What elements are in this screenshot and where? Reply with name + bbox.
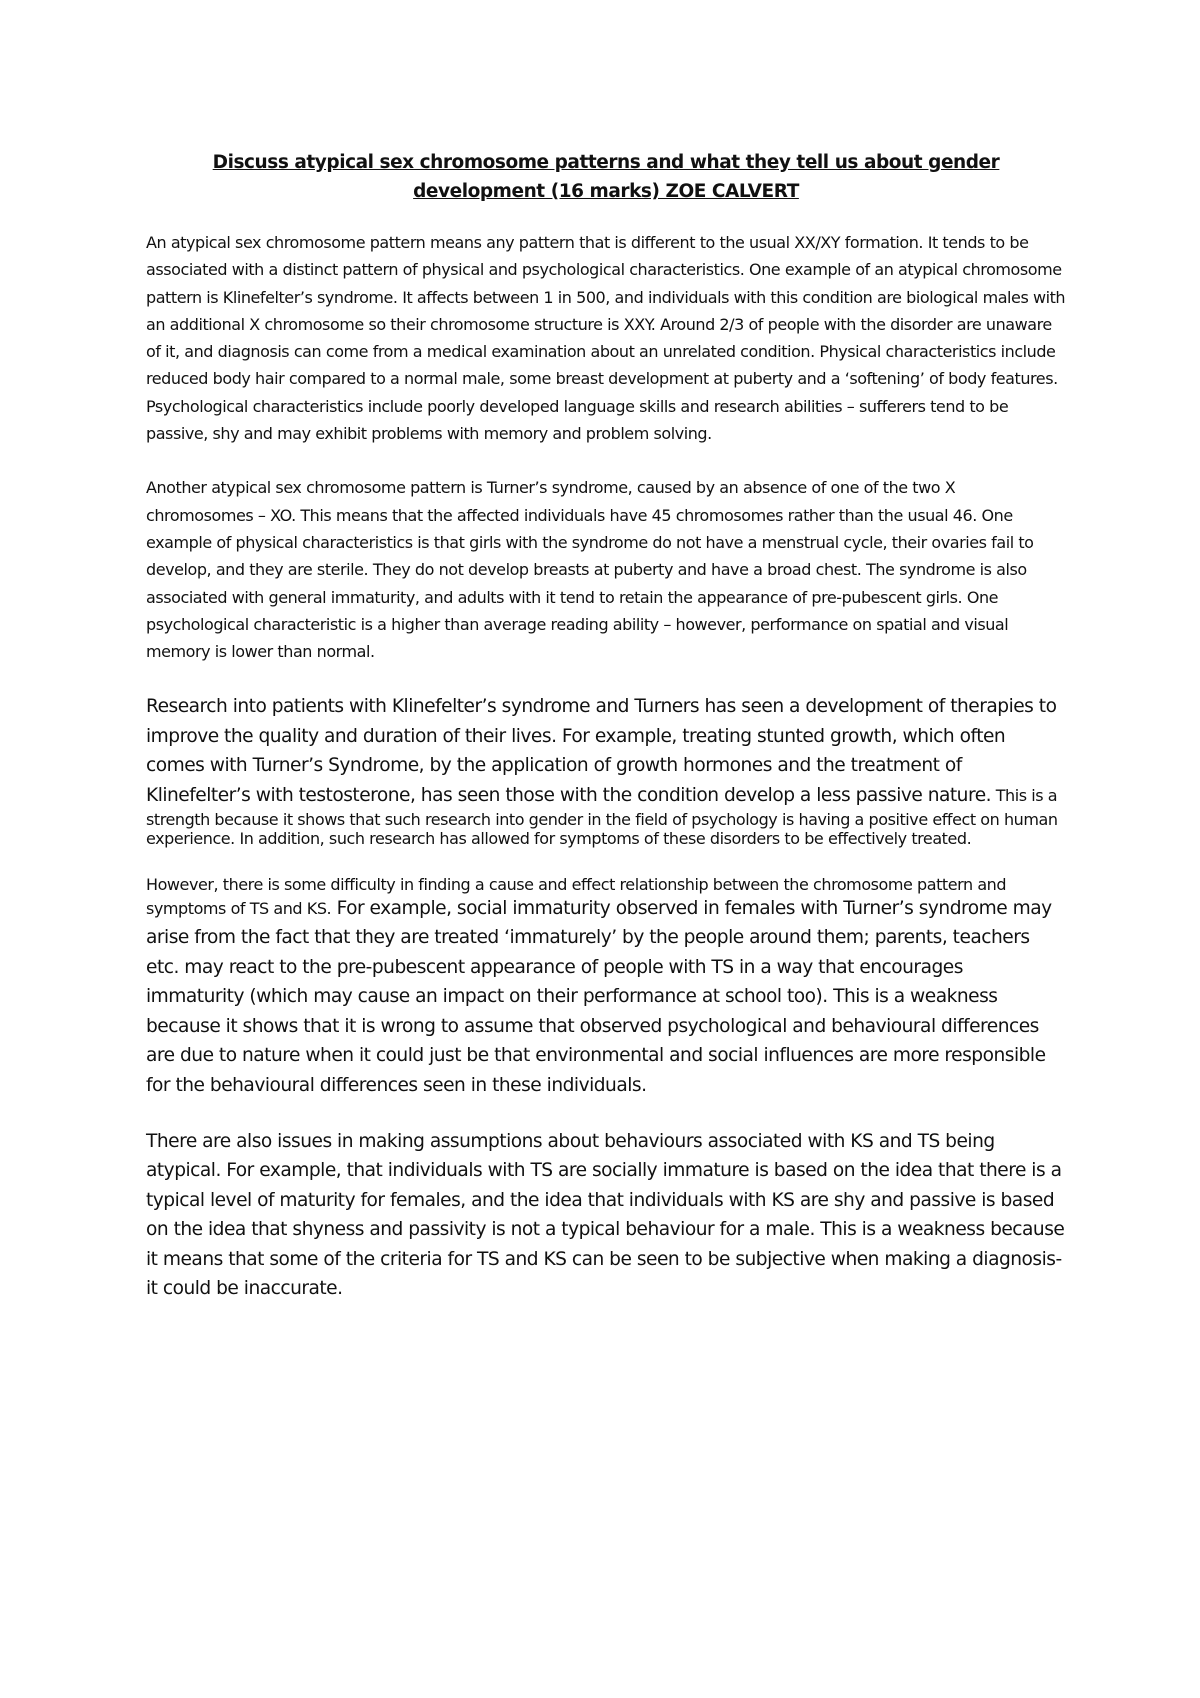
- paragraph-klinefelter: An atypical sex chromosome pattern means any pattern that is different to the usual XX/XY formation. It tends to be associated with a distinct pattern of physical and psychological characteristics. One example of an atypical chromosome pattern is Klinefelter’s syndrome. It affects between 1 in 500, and individuals with this condition are biological males with an additional X chromosome so their chromosome structure is XXY. Around 2/3 of people with the disorder are unaware of it, and diagnosis can come from a medical examination about an unrelated condition. Physical characteristics include reduced body hair compared to a normal male, some breast development at puberty and a ‘softening’ of body features. Psychological characteristics include poorly developed language skills and research abilities – sufferers tend to be passive, shy and may exhibit problems with memory and problem solving.: [146, 233, 1066, 444]
- paragraph-cause-effect-lead: However, there is some difficulty in finding a cause and effect relationship between the chromosome pattern and symptoms of TS and KS.: [146, 875, 1007, 919]
- document-page: [146, 148, 1066, 1303]
- paragraph-research-therapies: [146, 692, 1066, 848]
- paragraph-assumptions: There are also issues in making assumptions about behaviours associated with KS and TS being atypical. For example, that individuals with TS are socially immature is based on the idea that there is a typical level of maturity for females, and the idea that individuals with KS are shy and passive is based on the idea that shyness and passivity is not a typical behaviour for a male. This is a weakness because it means that some of the criteria for TS and KS can be seen to be subjective when making a diagnosis-it could be inaccurate.: [146, 1130, 1065, 1299]
- paragraph-research-therapies-tail: This is a strength because it shows that such research into gender in the field of psychology is having a positive effect on human experience. In addition, such research has allowed for symptoms of these disorders to be effectively treated.: [146, 785, 1058, 849]
- paragraph-cause-effect-tail: For example, social immaturity observed in females with Turner’s syndrome may arise from the fact that they are treated ‘immaturely’ by the people around them; parents, teachers etc. may react to the pre-pubescent appearance of people with TS in a way that encourages immaturity (which may cause an impact on their performance at school too). This is a weakness because it shows that it is wrong to assume that observed psychological and behavioural differences are due to nature when it could just be that environmental and social influences are more responsible for the behavioural differences seen in these individuals.: [146, 898, 1052, 1096]
- document-title: Discuss atypical sex chromosome patterns and what they tell us about gender development (16 marks) ZOE CALVERT: [212, 152, 1000, 202]
- paragraph-turner: Another atypical sex chromosome pattern is Turner’s syndrome, caused by an absence of one of the two X chromosomes – XO. This means that the affected individuals have 45 chromosomes rather than the usual 46. One example of physical characteristics is that girls with the syndrome do not have a menstrual cycle, their ovaries fail to develop, and they are sterile. They do not develop breasts at puberty and have a broad chest. The syndrome is also associated with general immaturity, and adults with it tend to retain the appearance of pre-pubescent girls. One psychological characteristic is a higher than average reading ability – however, performance on spatial and visual memory is lower than normal.: [146, 478, 1034, 662]
- paragraph-cause-effect: [146, 875, 1066, 1100]
- paragraph-research-therapies-lead: Research into patients with Klinefelter’s syndrome and Turners has seen a development of therapies to improve the quality and duration of their lives. For example, treating stunted growth, which often comes with Turner’s Syndrome, by the application of growth hormones and the treatment of Klinefelter’s with testosterone, has seen those with the condition develop a less passive nature.: [146, 696, 1057, 806]
